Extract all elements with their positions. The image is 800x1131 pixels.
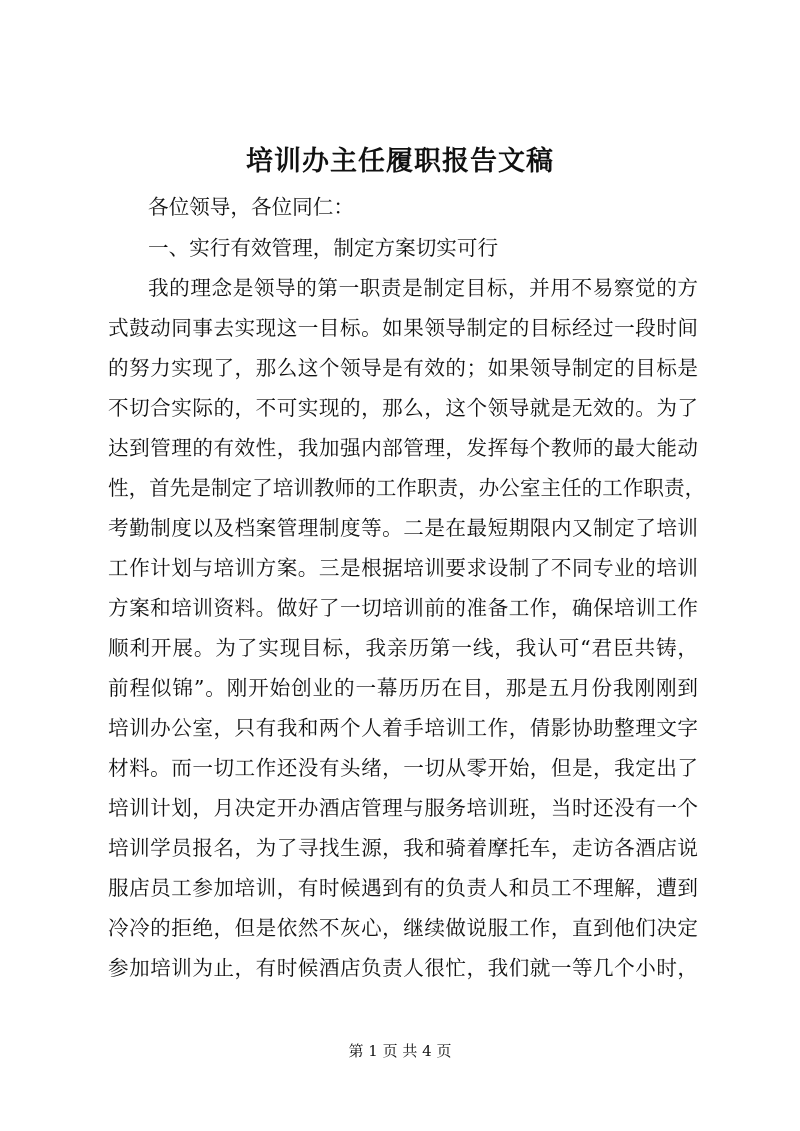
paragraph-line: 培训计划，月决定开办酒店管理与服务培训班，当时还没有一个 xyxy=(108,796,698,820)
paragraph-line: 材料。而一切工作还没有头绪，一切从零开始，但是，我定出了 xyxy=(108,756,698,780)
paragraph-line: 不切合实际的，不可实现的，那么，这个领导就是无效的。为了 xyxy=(108,396,698,420)
paragraph-line: 我的理念是领导的第一职责是制定目标，并用不易察觉的方 xyxy=(148,276,698,300)
paragraph-line: 达到管理的有效性，我加强内部管理，发挥每个教师的最大能动 xyxy=(108,436,698,460)
paragraph-line: 前程似锦”。刚开始创业的一幕历历在目，那是五月份我刚刚到 xyxy=(108,676,698,700)
paragraph-line: 参加培训为止，有时候酒店负责人很忙，我们就一等几个小时， xyxy=(108,956,698,980)
greeting: 各位领导，各位同仁： xyxy=(148,195,354,219)
paragraph-line: 性，首先是制定了培训教师的工作职责，办公室主任的工作职责， xyxy=(108,476,706,500)
paragraph-line: 式鼓动同事去实现这一目标。如果领导制定的目标经过一段时间 xyxy=(108,316,698,340)
paragraph-line: 顺利开展。为了实现目标，我亲历第一线，我认可“君臣共铸， xyxy=(108,636,698,660)
paragraph-line: 的努力实现了，那么这个领导是有效的；如果领导制定的目标是 xyxy=(108,356,698,380)
paragraph-line: 培训办公室，只有我和两个人着手培训工作，倩影协助整理文字 xyxy=(108,716,698,740)
paragraph-line: 服店员工参加培训，有时候遇到有的负责人和员工不理解，遭到 xyxy=(108,876,698,900)
paragraph-line: 工作计划与培训方案。三是根据培训要求设制了不同专业的培训 xyxy=(108,556,698,580)
paragraph-line: 培训学员报名，为了寻找生源，我和骑着摩托车，走访各酒店说 xyxy=(108,836,698,860)
paragraph-line: 冷冷的拒绝，但是依然不灰心，继续做说服工作，直到他们决定 xyxy=(108,916,698,940)
section-heading: 一、实行有效管理，制定方案切实可行 xyxy=(148,236,499,260)
paragraph-line: 方案和培训资料。做好了一切培训前的准备工作，确保培训工作 xyxy=(108,596,698,620)
paragraph-line: 考勤制度以及档案管理制度等。二是在最短期限内又制定了培训 xyxy=(108,516,698,540)
document-title: 培训办主任履职报告文稿 xyxy=(246,146,554,177)
page-footer: 第 1 页 共 4 页 xyxy=(348,1042,452,1060)
